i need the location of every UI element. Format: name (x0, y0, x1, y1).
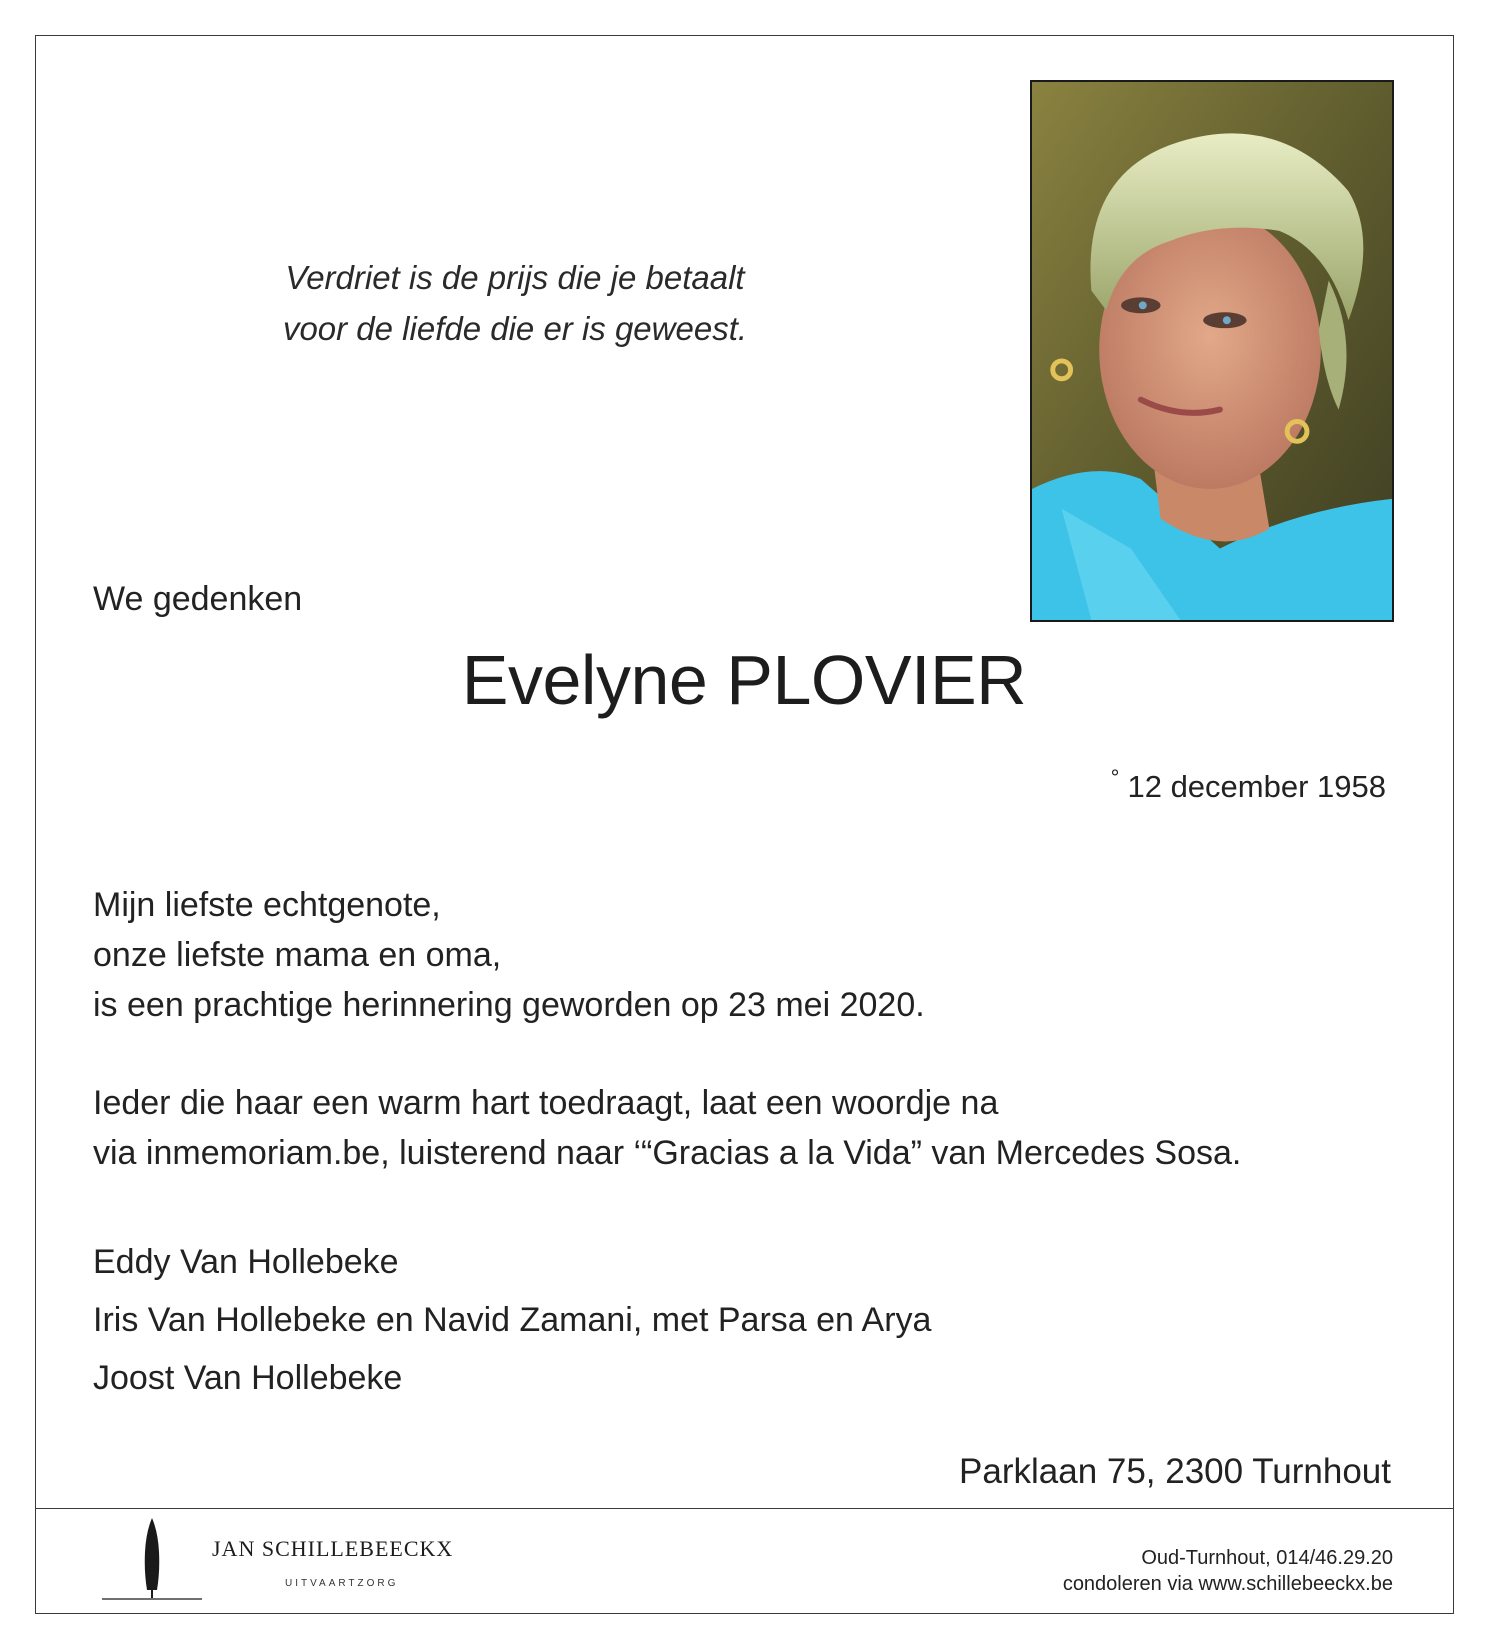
quote-line-2: voor de liefde die er is geweest. (282, 310, 748, 347)
family-list (93, 1233, 931, 1407)
address: Parklaan 75, 2300 Turnhout (959, 1452, 1391, 1491)
family-member: Eddy Van Hollebeke (93, 1243, 399, 1281)
cypress-tree-icon (100, 1512, 204, 1604)
memorial-message (93, 880, 925, 1030)
contact-line-1: Oud-Turnhout, 014/46.29.20 (1141, 1547, 1393, 1569)
intro-text: We gedenken (93, 580, 303, 618)
condolence-line-1: Ieder die haar een warm hart toedraagt, laat een woordje na (93, 1084, 999, 1122)
message-line-2: onze liefste mama en oma, (93, 936, 502, 974)
company-name: JAN SCHILLEBEECKX (212, 1536, 454, 1561)
portrait-photo (1030, 80, 1394, 622)
message-line-1: Mijn liefste echtgenote, (93, 886, 441, 924)
contact-line-2: condoleren via www.schillebeeckx.be (1062, 1573, 1393, 1595)
memorial-quote (200, 252, 830, 354)
birth-date (1111, 765, 1386, 805)
footer-divider (35, 1508, 1454, 1509)
condolence-message (93, 1078, 1241, 1178)
message-line-3: is een prachtige herinnering geworden op 23 mei 2020. (93, 986, 925, 1024)
family-member: Joost Van Hollebeke (93, 1359, 403, 1397)
deceased-name: Evelyne PLOVIER (461, 641, 1027, 719)
family-member: Iris Van Hollebeke en Navid Zamani, met Parsa en Arya (93, 1301, 932, 1339)
birth-date-text: 12 december 1958 (1127, 769, 1386, 804)
company-subtitle: UITVAARTZORG (285, 1578, 399, 1589)
condolence-line-2: via inmemoriam.be, luisterend naar ‘“Gracias a la Vida” van Mercedes Sosa. (93, 1134, 1242, 1172)
footer-contact (1063, 1545, 1393, 1597)
quote-line-1: Verdriet is de prijs die je betaalt (285, 259, 745, 296)
birth-mark: ° (1110, 765, 1120, 790)
